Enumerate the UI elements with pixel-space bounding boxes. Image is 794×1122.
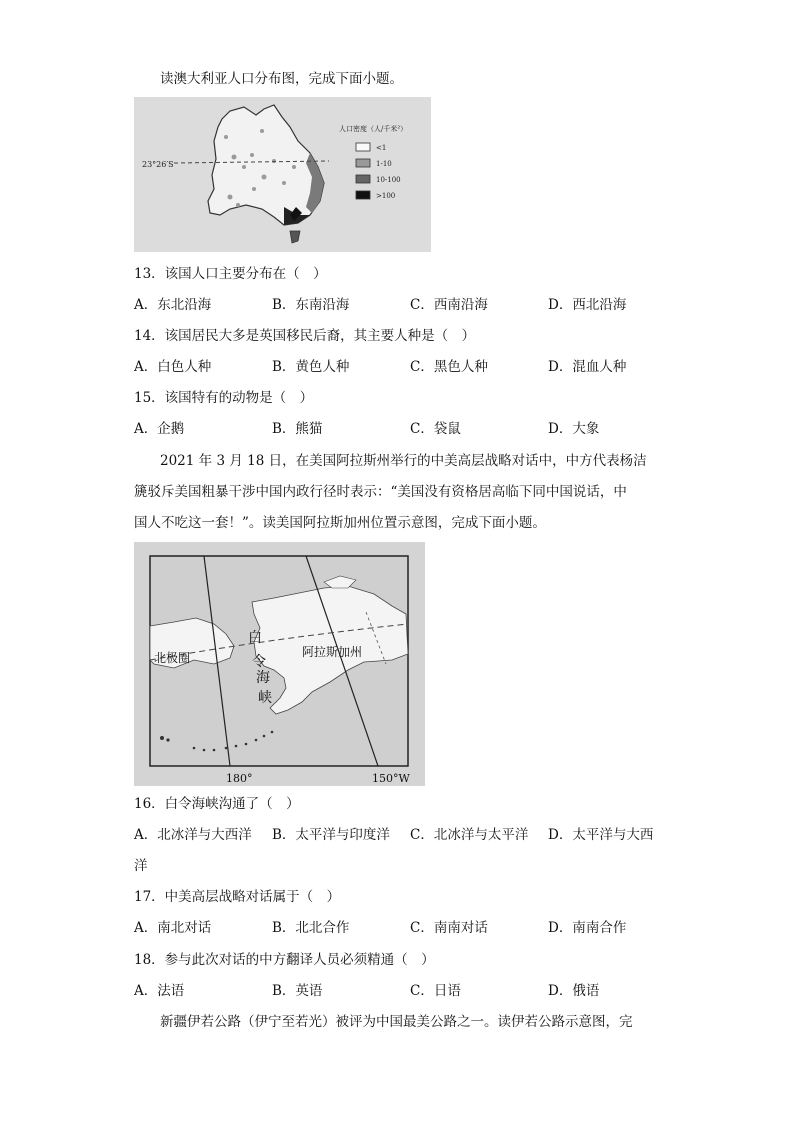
q13-option-a[interactable]: A．东北沿海 — [134, 297, 212, 313]
q18-option-d[interactable]: D．俄语 — [548, 983, 600, 999]
legend-swatch-1 — [356, 143, 370, 151]
q14-option-c[interactable]: C．黑色人种 — [410, 359, 488, 375]
q16-option-c[interactable]: C．北冰洋与太平洋 — [410, 827, 529, 843]
question-16-stem: 16．白令海峡沟通了（ ） — [134, 796, 300, 812]
label-xia: 峡 — [258, 690, 272, 706]
legend-label-1: <1 — [376, 144, 387, 152]
q13-option-c[interactable]: C．西南沿海 — [410, 297, 488, 313]
legend-title: 人口密度（人/千米²） — [339, 125, 408, 133]
q18-option-b[interactable]: B．英语 — [272, 983, 323, 999]
label-arctic-circle: 北极圈 — [154, 651, 191, 665]
question-18-stem: 18．参与此次对话的中方翻译人员必须精通（ ） — [134, 952, 435, 968]
q15-option-b[interactable]: B．熊猫 — [272, 421, 323, 437]
legend-label-2: 1-10 — [376, 160, 392, 168]
label-bai: 白 — [248, 630, 262, 646]
intro-text-alaska-line3: 国人不吃这一套！”。读美国阿拉斯加州位置示意图，完成下面小题。 — [134, 515, 546, 531]
q15-option-c[interactable]: C．袋鼠 — [410, 421, 461, 437]
q15-option-a[interactable]: A．企鹅 — [134, 421, 185, 437]
label-hai: 海 — [256, 670, 270, 686]
intro-text-australia: 读澳大利亚人口分布图，完成下面小题。 — [160, 71, 403, 87]
legend-swatch-2 — [356, 159, 370, 167]
q17-option-d[interactable]: D．南南合作 — [548, 920, 627, 936]
legend-label-4: >100 — [376, 192, 396, 200]
q16-option-b[interactable]: B．太平洋与印度洋 — [272, 827, 390, 843]
q13-option-b[interactable]: B．东南沿海 — [272, 297, 350, 313]
label-ling: 令 — [252, 654, 266, 670]
legend-label-3: 10-100 — [376, 176, 401, 184]
q16-option-d-wrap: 洋 — [134, 858, 148, 874]
intro-text-road: 新疆伊若公路（伊宁至若光）被评为中国最美公路之一。读伊若公路示意图，完 — [160, 1014, 633, 1030]
intro-text-alaska-line2: 篪驳斥美国粗暴干涉中国内政行径时表示：“美国没有资格居高临下同中国说话，中 — [134, 484, 627, 500]
q14-option-b[interactable]: B．黄色人种 — [272, 359, 350, 375]
q17-option-a[interactable]: A．南北对话 — [134, 920, 212, 936]
intro-text-alaska-line1: 2021 年 3 月 18 日，在美国阿拉斯州举行的中美高层战略对话中，中方代表杨洁 — [160, 453, 647, 469]
q18-option-a[interactable]: A．法语 — [134, 983, 185, 999]
alaska-location-map — [134, 542, 425, 786]
label-longitude-180: 180° — [226, 772, 253, 785]
legend-swatch-3 — [356, 175, 370, 183]
australia-map-graphic — [134, 97, 431, 252]
question-13-stem: 13．该国人口主要分布在（ ） — [134, 266, 327, 282]
q15-option-d[interactable]: D．大象 — [548, 421, 600, 437]
q17-option-b[interactable]: B．北北合作 — [272, 920, 350, 936]
q17-option-c[interactable]: C．南南对话 — [410, 920, 488, 936]
q14-option-d[interactable]: D．混血人种 — [548, 359, 627, 375]
q14-option-a[interactable]: A．白色人种 — [134, 359, 212, 375]
tropic-label: 23°26′S — [142, 160, 174, 169]
label-alaska: 阿拉斯加州 — [302, 645, 363, 659]
australia-population-map — [134, 97, 431, 252]
label-longitude-150w: 150°W — [372, 772, 410, 785]
question-17-stem: 17．中美高层战略对话属于（ ） — [134, 889, 341, 905]
q18-option-c[interactable]: C．日语 — [410, 983, 461, 999]
q13-option-d[interactable]: D．西北沿海 — [548, 297, 627, 313]
q16-option-d[interactable]: D．太平洋与大西 — [548, 827, 654, 843]
alaska-map-graphic — [134, 542, 425, 786]
legend-swatch-4 — [356, 191, 370, 199]
question-15-stem: 15．该国特有的动物是（ ） — [134, 390, 314, 406]
q16-option-a[interactable]: A．北冰洋与大西洋 — [134, 827, 252, 843]
question-14-stem: 14．该国居民大多是英国移民后裔，其主要人种是（ ） — [134, 328, 476, 344]
